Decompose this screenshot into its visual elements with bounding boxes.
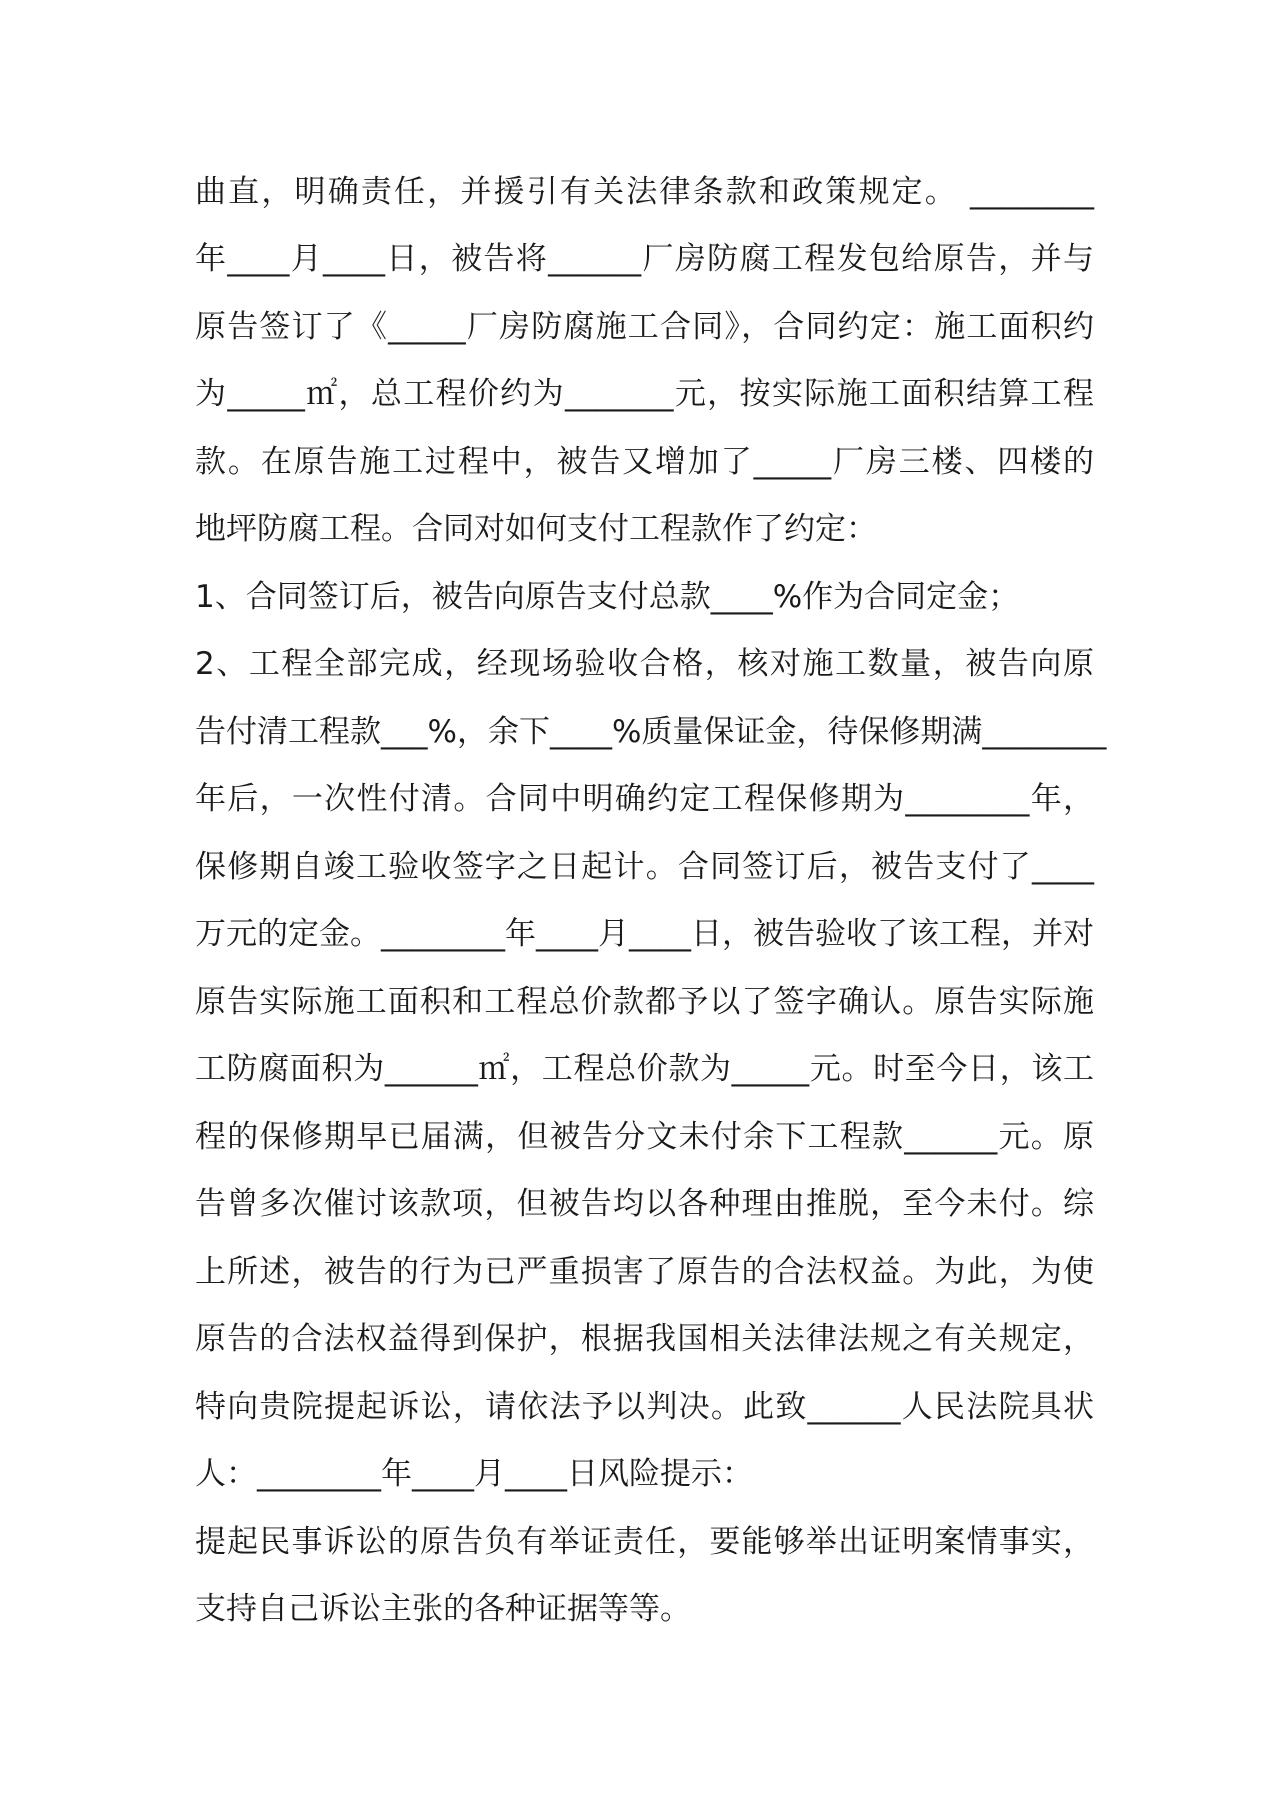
text-line: 年后，一次性付清。合同中明确约定工程保修期为________年， — [195, 781, 1094, 817]
text-line: 万元的定金。________年____月____日，被告验收了该工程，并对 — [195, 916, 1094, 952]
text-line: 地坪防腐工程。合同对如何支付工程款作了约定： — [195, 511, 877, 547]
text-line: 上所述，被告的行为已严重损害了原告的合法权益。为此，为使 — [195, 1254, 1094, 1290]
text-line: 原告的合法权益得到保护，根据我国相关法律法规之有关规定， — [195, 1321, 1094, 1357]
text-line: 提起民事诉讼的原告负有举证责任，要能够举出证明案情事实， — [195, 1524, 1094, 1560]
text-line: 人：________年____月____日风险提示： — [195, 1456, 753, 1492]
text-line: 告付清工程款___%，余下____%质量保证金，待保修期满________ — [195, 714, 1107, 750]
text-line: 曲直，明确责任，并援引有关法律条款和政策规定。 ________ — [195, 174, 1094, 210]
text-line: 程的保修期早已届满，但被告分文未付余下工程款______元。原 — [195, 1119, 1094, 1155]
text-line: 款。在原告施工过程中，被告又增加了_____厂房三楼、四楼的 — [195, 444, 1094, 480]
text-line: 支持自己诉讼主张的各种证据等等。 — [195, 1591, 691, 1627]
text-line: 年____月____日，被告将______厂房防腐工程发包给原告，并与 — [195, 241, 1094, 277]
text-line: 1、合同签订后，被告向原告支付总款____%作为合同定金； — [195, 579, 1020, 615]
text-line: 工防腐面积为______㎡，工程总价款为_____元。时至今日，该工 — [195, 1051, 1094, 1087]
text-line: 特向贵院提起诉讼，请依法予以判决。此致______人民法院具状 — [195, 1389, 1094, 1425]
text-line: 保修期自竣工验收签字之日起计。合同签订后，被告支付了____ — [195, 849, 1094, 885]
text-line: 原告实际施工面积和工程总价款都予以了签字确认。原告实际施 — [195, 984, 1094, 1020]
text-line: 告曾多次催讨该款项，但被告均以各种理由推脱，至今未付。综 — [195, 1186, 1094, 1222]
text-line: 为_____㎡，总工程价约为_______元，按实际施工面积结算工程 — [195, 376, 1094, 412]
text-line: 原告签订了《_____厂房防腐施工合同》，合同约定：施工面积约 — [195, 309, 1094, 345]
text-line: 2、工程全部完成，经现场验收合格，核对施工数量，被告向原 — [195, 646, 1094, 682]
